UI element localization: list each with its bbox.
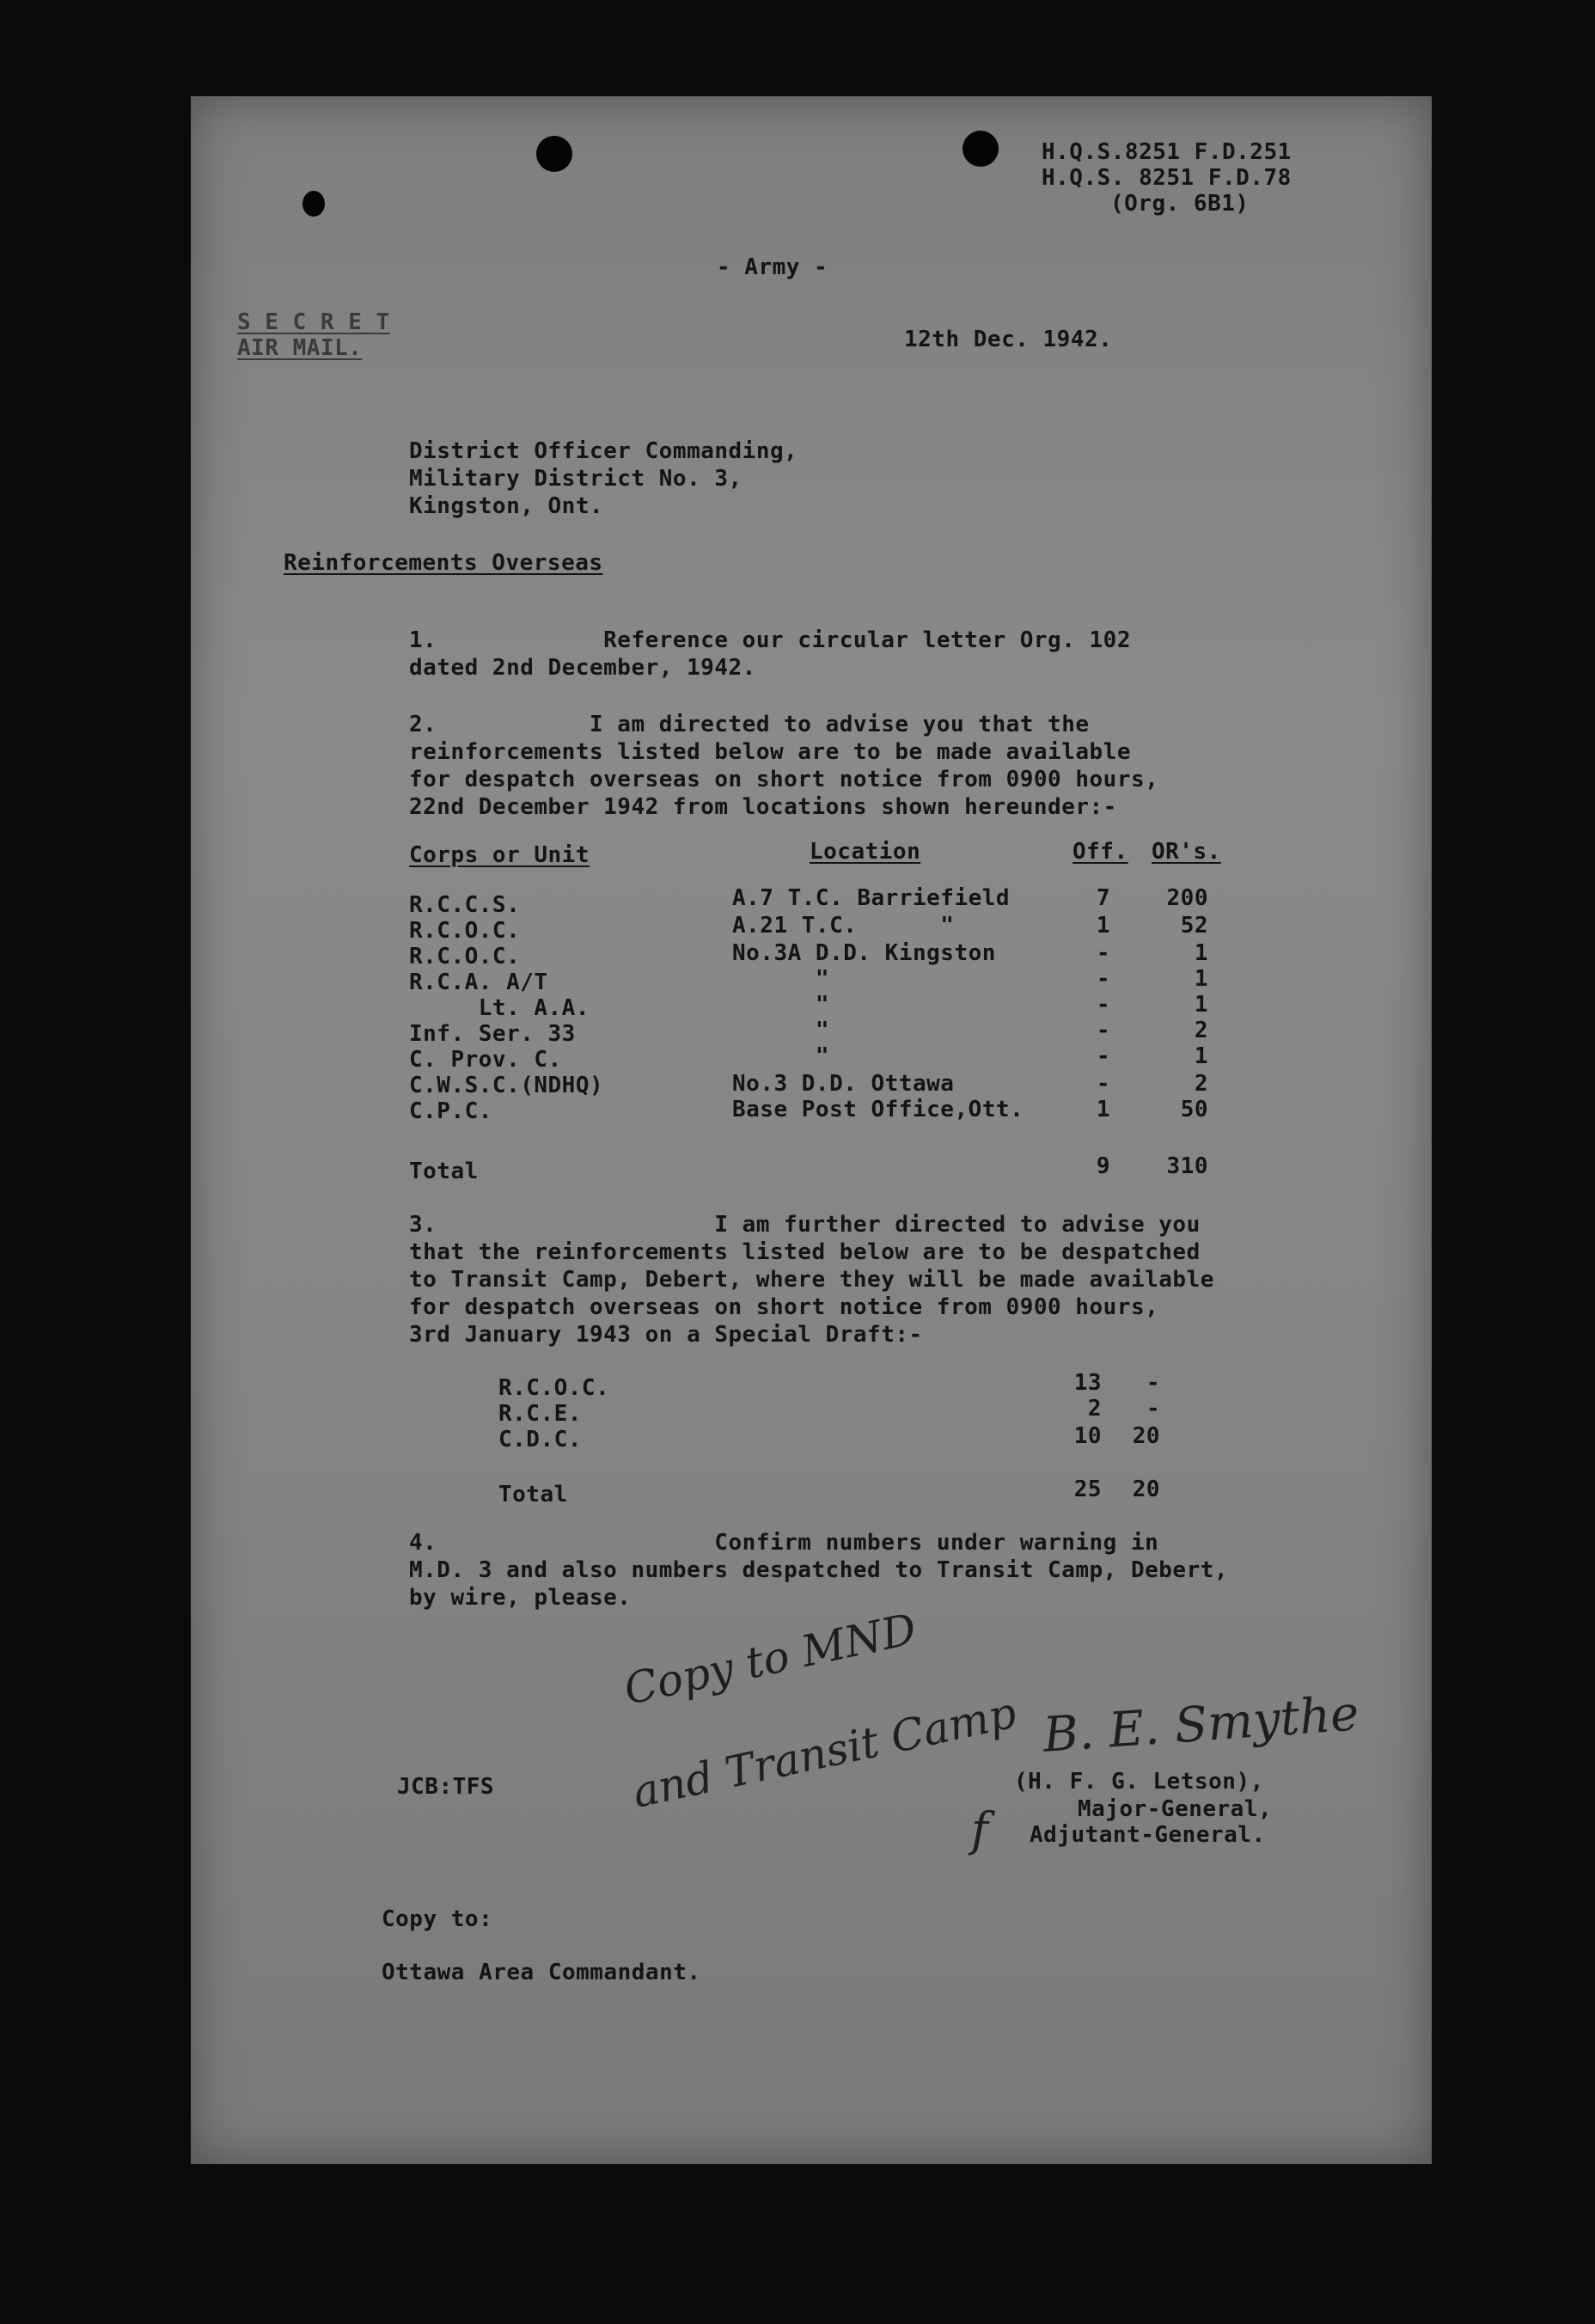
signatory-name: (H. F. G. Letson), [1014, 1769, 1264, 1795]
copy-to-label: Copy to: [382, 1906, 493, 1932]
table1-row-7-unit: C.W.S.C.(NDHQ) [409, 1073, 604, 1098]
table1-row-0-ors: 200 [1166, 885, 1208, 911]
letter-date: 12th Dec. 1942. [904, 327, 1113, 352]
table2-row-1-off: 2 [1087, 1396, 1102, 1422]
subject-line: Reinforcements Overseas [284, 550, 603, 576]
para3-line-1: 3. I am further directed to advise you [409, 1212, 1201, 1238]
handwritten-note-line-2: and Transit Camp [628, 1687, 1021, 1818]
table1-row-6-off: - [1096, 1043, 1110, 1069]
punch-hole-left [536, 136, 572, 172]
table2-row-0-off: 13 [1073, 1370, 1102, 1396]
para2-line-2: reinforcements listed below are to be made available [409, 739, 1131, 765]
table1-row-3-off: - [1096, 966, 1110, 992]
table1-row-7-location: No.3 D.D. Ottawa [732, 1071, 955, 1097]
file-ref-3: (Org. 6B1) [1110, 191, 1250, 217]
table2-total-off: 25 [1073, 1477, 1102, 1502]
table1-total-off: 9 [1096, 1153, 1110, 1179]
table1-row-5-ors: 2 [1194, 1018, 1208, 1043]
ink-blot [302, 191, 325, 217]
classification-secret: S E C R E T [237, 309, 390, 335]
table1-row-3-ors: 1 [1194, 966, 1208, 992]
punch-hole-right [962, 131, 999, 167]
table1-row-3-location: " [732, 966, 830, 992]
table1-row-8-ors: 50 [1180, 1097, 1208, 1122]
table1-row-6-ors: 1 [1194, 1043, 1208, 1069]
para4-line-2: M.D. 3 and also numbers despatched to Transit Camp, Debert, [409, 1557, 1229, 1583]
signatory-rank: Major-General, [1078, 1796, 1273, 1822]
table2-row-0-ors: - [1146, 1370, 1160, 1396]
table1-header-ors: OR's. [1152, 839, 1221, 865]
table1-row-7-ors: 2 [1194, 1071, 1208, 1097]
table1-header-off: Off. [1072, 839, 1128, 865]
copy-to-recipient: Ottawa Area Commandant. [382, 1960, 701, 1985]
table1-header-unit: Corps or Unit [409, 842, 590, 868]
table1-row-5-off: - [1096, 1018, 1110, 1043]
table1-total-label: Total [409, 1159, 479, 1184]
table1-row-4-unit: Lt. A.A. [409, 995, 590, 1021]
addressee-line-2: Military District No. 3, [409, 466, 742, 492]
table1-row-8-unit: C.P.C. [409, 1098, 492, 1124]
document-sheet [191, 96, 1432, 2164]
table1-row-2-ors: 1 [1194, 940, 1208, 966]
signatory-title: Adjutant-General. [1030, 1822, 1266, 1848]
para3-line-4: for despatch overseas on short notice from 0900 hours, [409, 1294, 1159, 1320]
table2-total-label: Total [498, 1482, 568, 1508]
table2-total-ors: 20 [1132, 1477, 1160, 1502]
addressee-line-1: District Officer Commanding, [409, 438, 798, 464]
para4-line-1: 4. Confirm numbers under warning in [409, 1530, 1159, 1556]
army-mark: - Army - [717, 254, 828, 280]
table1-row-0-unit: R.C.C.S. [409, 892, 521, 918]
para4-line-3: by wire, please. [409, 1585, 632, 1611]
table1-row-4-ors: 1 [1194, 992, 1208, 1018]
para3-line-5: 3rd January 1943 on a Special Draft:- [409, 1322, 923, 1348]
table2-row-2-off: 10 [1073, 1423, 1102, 1449]
table1-row-2-off: - [1096, 940, 1110, 966]
file-ref-2: H.Q.S. 8251 F.D.78 [1042, 165, 1292, 191]
table1-row-4-location: " [732, 992, 830, 1018]
file-ref-1: H.Q.S.8251 F.D.251 [1042, 139, 1292, 165]
table1-row-8-off: 1 [1096, 1097, 1110, 1122]
table1-row-0-location: A.7 T.C. Barriefield [732, 885, 1011, 911]
table1-row-7-off: - [1096, 1071, 1110, 1097]
table1-row-4-off: - [1096, 992, 1110, 1018]
para3-line-2: that the reinforcements listed below are to be despatched [409, 1239, 1201, 1265]
table1-row-2-location: No.3A D.D. Kingston [732, 940, 996, 966]
addressee-line-3: Kingston, Ont. [409, 493, 604, 519]
table1-row-1-ors: 52 [1180, 913, 1208, 939]
para2-line-4: 22nd December 1942 from locations shown hereunder:- [409, 794, 1117, 820]
handwritten-note-line-1: Copy to MND [620, 1604, 921, 1715]
table1-row-8-location: Base Post Office,Ott. [732, 1097, 1024, 1122]
table1-row-1-unit: R.C.O.C. [409, 918, 521, 944]
table1-row-2-unit: R.C.O.C. [409, 944, 521, 969]
table1-row-0-off: 7 [1096, 885, 1110, 911]
signature-for-mark: f [971, 1802, 988, 1856]
table1-total-ors: 310 [1166, 1153, 1208, 1179]
table1-row-6-unit: C. Prov. C. [409, 1047, 562, 1073]
table1-row-3-unit: R.C.A. A/T [409, 969, 548, 995]
table2-row-2-unit: C.D.C. [498, 1427, 582, 1452]
table1-row-1-off: 1 [1096, 913, 1110, 939]
table2-row-0-unit: R.C.O.C. [498, 1375, 610, 1401]
para1-line-2: dated 2nd December, 1942. [409, 655, 756, 681]
signature: B. E. Smythe [1041, 1685, 1361, 1764]
classification-airmail: AIR MAIL. [237, 335, 363, 361]
table1-row-6-location: " [732, 1043, 830, 1069]
table2-row-1-unit: R.C.E. [498, 1401, 582, 1427]
table1-row-5-location: " [732, 1018, 830, 1043]
table2-row-2-ors: 20 [1132, 1423, 1160, 1449]
table1-header-location: Location [810, 839, 921, 865]
table1-row-1-location: A.21 T.C. " [732, 913, 955, 939]
para2-line-1: 2. I am directed to advise you that the [409, 712, 1090, 737]
table2-row-1-ors: - [1146, 1396, 1160, 1422]
table1-row-5-unit: Inf. Ser. 33 [409, 1021, 576, 1047]
initials: JCB:TFS [397, 1774, 495, 1800]
para3-line-3: to Transit Camp, Debert, where they will be made available [409, 1267, 1214, 1293]
para1-line-1: 1. Reference our circular letter Org. 102 [409, 627, 1131, 653]
para2-line-3: for despatch overseas on short notice from 0900 hours, [409, 767, 1159, 792]
